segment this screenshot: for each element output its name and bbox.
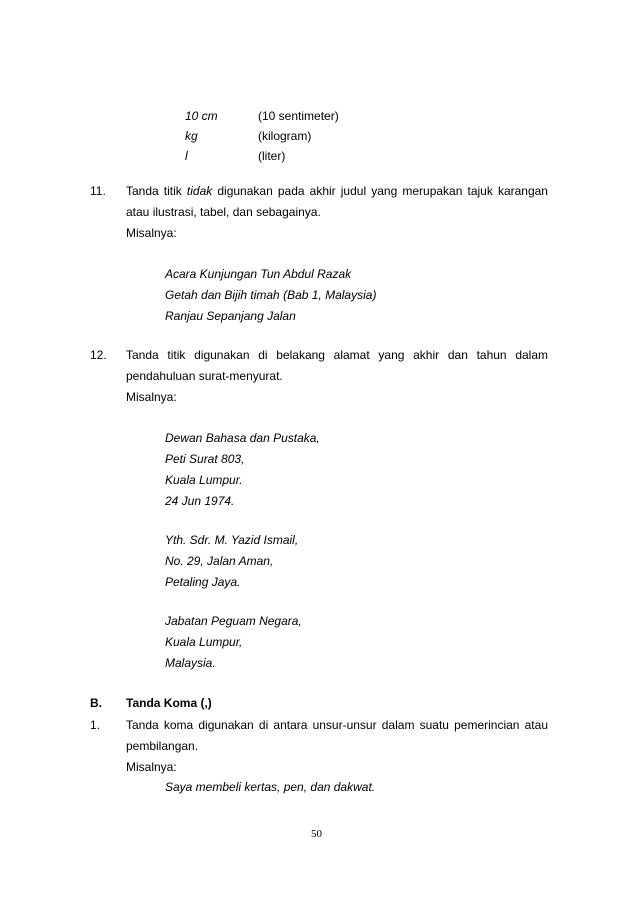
emphasis-tidak: tidak bbox=[186, 184, 213, 198]
example-label: Misalnya: bbox=[126, 390, 177, 404]
item-12-line-2: pendahuluan surat-menyurat. bbox=[126, 369, 283, 383]
unit-symbol-kg: kg bbox=[185, 129, 198, 143]
address-line: Peti Surat 803, bbox=[165, 452, 245, 466]
item-11-line-1: Tanda titik tidak digunakan pada akhir judul yang merupakan tajuk karangan bbox=[126, 184, 548, 198]
item-number-1: 1. bbox=[90, 718, 101, 732]
item-12-line-1: Tanda titik digunakan di belakang alamat yang akhir dan tahun dalam bbox=[126, 348, 548, 362]
example-label: Misalnya: bbox=[126, 760, 177, 774]
address-line: Kuala Lumpur, bbox=[165, 635, 243, 649]
example-title: Getah dan Bijih timah (Bab 1, Malaysia) bbox=[165, 288, 377, 302]
item-11-line-2: atau ilustrasi, tabel, dan sebagainya. bbox=[126, 205, 321, 219]
example-label: Misalnya: bbox=[126, 226, 177, 240]
unit-meaning-l: (liter) bbox=[258, 149, 286, 163]
item-number-11: 11. bbox=[90, 184, 106, 198]
example-title: Ranjau Sepanjang Jalan bbox=[165, 309, 296, 323]
address-line: Malaysia. bbox=[165, 656, 216, 670]
example-title: Acara Kunjungan Tun Abdul Razak bbox=[165, 267, 352, 281]
item-number-12: 12. bbox=[90, 348, 107, 362]
unit-meaning-cm: (10 sentimeter) bbox=[258, 109, 339, 123]
address-line: Dewan Bahasa dan Pustaka, bbox=[165, 431, 320, 445]
address-line: Petaling Jaya. bbox=[165, 575, 241, 589]
address-line: Kuala Lumpur. bbox=[165, 473, 243, 487]
page-number: 50 bbox=[311, 828, 322, 840]
address-line: Jabatan Peguam Negara, bbox=[165, 614, 302, 628]
section-letter: B. bbox=[90, 696, 102, 710]
item-b1-line-2: pembilangan. bbox=[126, 739, 199, 753]
unit-symbol-l: l bbox=[185, 149, 188, 163]
address-line: Yth. Sdr. M. Yazid Ismail, bbox=[165, 533, 299, 547]
address-line: 24 Jun 1974. bbox=[165, 494, 235, 508]
address-line: No. 29, Jalan Aman, bbox=[165, 554, 274, 568]
unit-meaning-kg: (kilogram) bbox=[258, 129, 312, 143]
unit-symbol-cm: 10 cm bbox=[185, 109, 218, 123]
section-title: Tanda Koma (,) bbox=[126, 696, 212, 710]
example-sentence: Saya membeli kertas, pen, dan dakwat. bbox=[165, 780, 376, 794]
item-b1-line-1: Tanda koma digunakan di antara unsur-unsur dalam suatu pemerincian atau bbox=[126, 718, 548, 732]
